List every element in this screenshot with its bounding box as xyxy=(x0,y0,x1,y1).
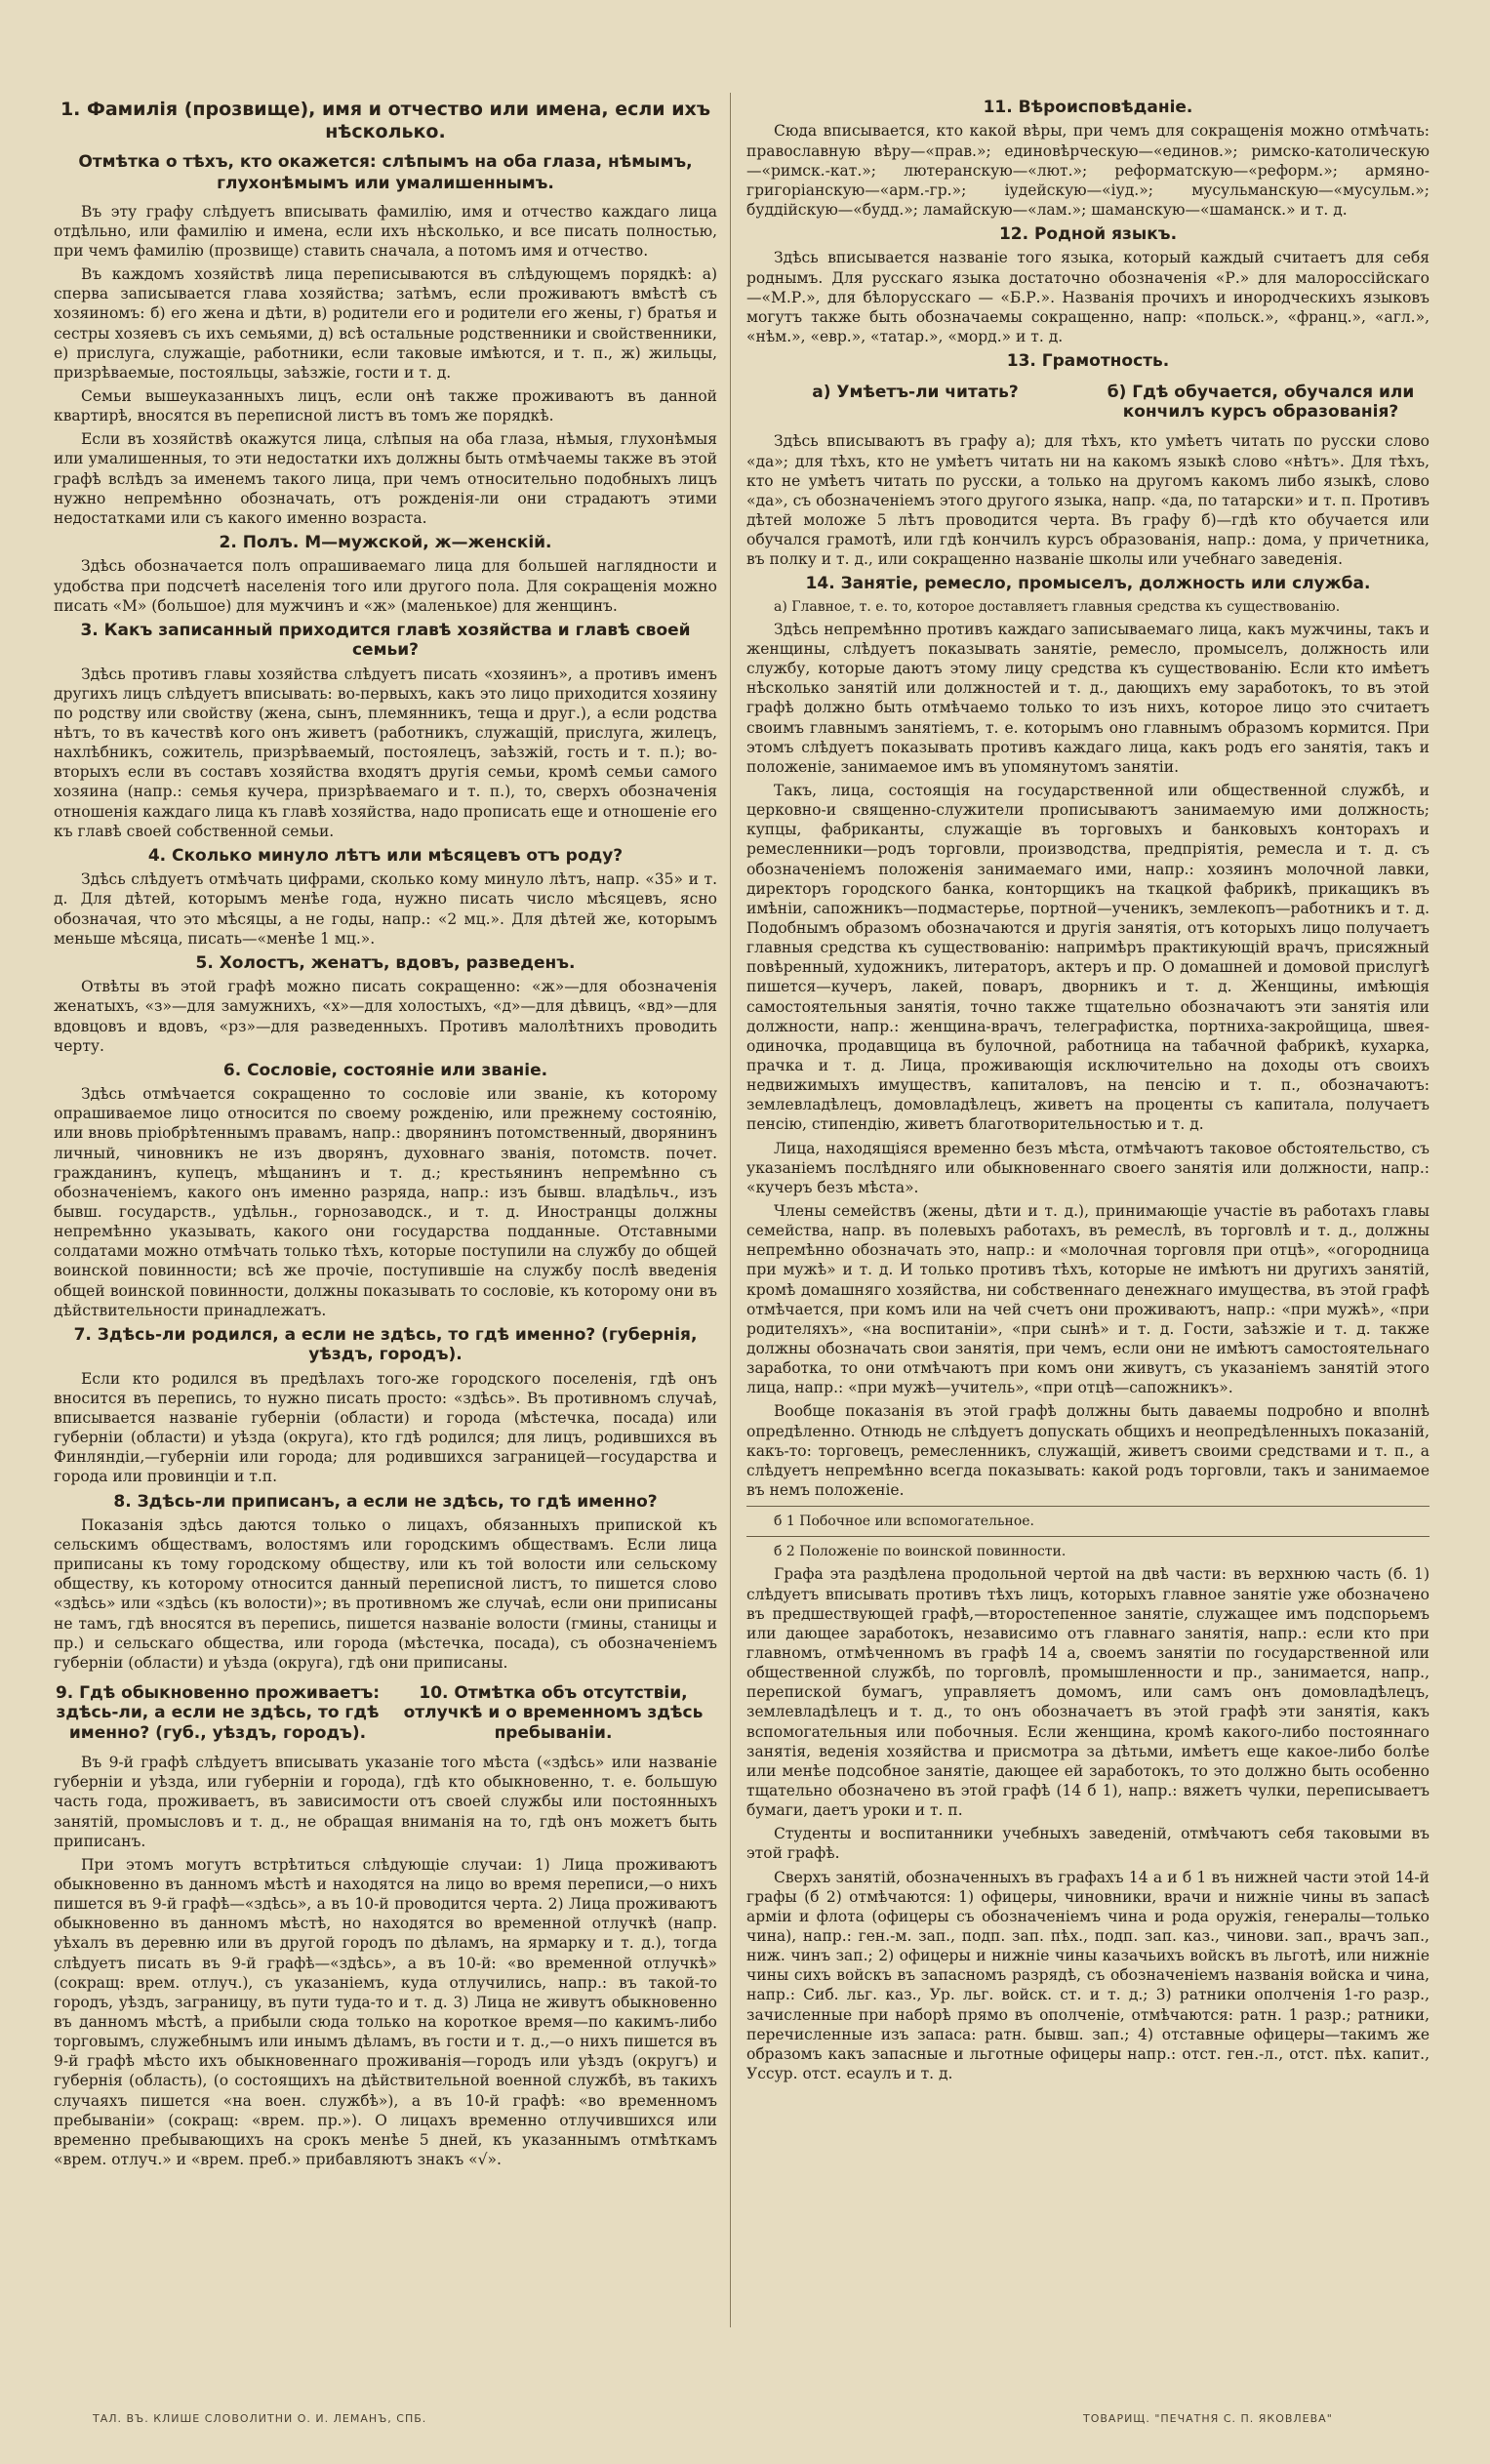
section-3-paragraph: Здѣсь противъ главы хозяйства слѣдуетъ писать «хозяинъ», а противъ именъ другихъ лицъ слѣдуетъ вписывать: во-первыхъ, какъ это лицо приходится хозяину по родству или свойству (жена, сынъ, племянникъ, теща и друг.), а если родства нѣтъ, то въ качествѣ кого онъ живетъ (работникъ, служащій, прислуга, жилецъ, нахлѣбникъ, сожитель, призрѣваемый, постоялецъ, заѣзжій, гость и т. п.); во-вторыхъ если въ составъ хозяйства входятъ другія семьи, кромѣ семьи самого хозяина (напр.: семья кучера, призрѣваемаго и т. п.), то, сверхъ обозначенія отношенія каждаго лица къ главѣ хозяйства, надо прописать еще и отношеніе его къ главѣ своей собственной семьи. xyxy=(54,665,717,840)
section-8-title: 8. Здѣсь-ли приписанъ, а если не здѣсь, то гдѣ именно? xyxy=(113,1491,658,1512)
section-13-subheaders xyxy=(746,378,1430,426)
section-14-b2: б 2 Положеніе по воинской повинности. xyxy=(774,1544,1067,1560)
section-8-paragraph: Показанія здѣсь даются только о лицахъ, обязанныхъ припиской къ сельскимъ обществамъ, волостямъ или городскимъ обществамъ. Если лица приписаны къ тому городскому обществу, или къ той волости или сельскому обществу, къ которому относится данный переписной листъ, то пишется слово «здѣсь» или «здѣсь (къ волости)»; въ противномъ же случаѣ, если они приписаны не тамъ, гдѣ вносятся въ перепись, пишется названіе волости (гмины, станицы и пр.) и сельскаго общества, или города (мѣстечка, посада), съ обозначеніемъ губерніи (области) и уѣзда (округа), гдѣ они приписаны. xyxy=(54,1515,717,1672)
section-14-paragraph: Здѣсь непремѣнно противъ каждаго записываемаго лица, какъ мужчины, такъ и женщины, слѣдуетъ показывать занятіе, ремесло, промыселъ, должность или службу, которые даютъ этому лицу средства къ существованію. Если кто имѣетъ нѣсколько занятій или должностей и т. д., дающихъ ему заработокъ, то въ этой графѣ должно быть отмѣчаемо только то изъ нихъ, которое лицо это считаетъ своимъ главнымъ занятіемъ, т. е. которымъ оно главнымъ образомъ кормится. При этомъ слѣдуетъ показывать противъ каждаго лица, какъ родъ его занятія, такъ и положеніе, занимаемое имъ въ упомянутомъ занятіи. xyxy=(746,620,1430,776)
section-14-paragraph: Лица, находящіяся временно безъ мѣста, отмѣчаютъ таковое обстоятельство, съ указаніемъ послѣдняго или обыкновеннаго своего занятія или должности, напр.: «кучеръ безъ мѣста». xyxy=(746,1139,1430,1196)
section-1-paragraph: Въ каждомъ хозяйствѣ лица переписываются въ слѣдующемъ порядкѣ: а) сперва записывается глава хозяйства; затѣмъ, если проживаютъ вмѣстѣ съ хозяиномъ: б) его жена и дѣти, в) родители его и родители его жены, г) братья и сестры хозяевъ съ ихъ семьями, д) всѣ остальные родственники и свойственники, е) прислуга, служащіе, работники, если таковые имѣются, и т. п., ж) жильцы, призрѣваемые, постояльцы, заѣзжіе, гости и т. д. xyxy=(54,265,717,382)
section-1-note: Отмѣтка о тѣхъ, кто окажется: слѣпымъ на оба глаза, нѣмымъ, глухонѣмымъ или умалишеннымъ. xyxy=(78,151,693,193)
section-14-paragraph: Такъ, лица, состоящія на государственной или общественной службѣ, и церковно-и священно-служители прописываютъ занимаемую ими должность; купцы, фабриканты, служащіе въ торговыхъ и банковыхъ конторахъ и ремесленники—родъ торговли, производства, предпріятія, ремесла и т. д. съ обозначеніемъ положенія занимаемаго ими, напр.: хозяинъ молочной лавки, директоръ городского банка, конторщикъ на ткацкой фабрикѣ, прикащикъ въ имѣніи, сапожникъ—подмастерье, портной—ученикъ, землекопъ—работникъ и т. д. Подобнымъ образомъ обозначаются и другія занятія, отъ которыхъ лицо получаетъ главныя средства къ существованію: напримѣръ практикующій врачъ, присяжный повѣренный, художникъ, литераторъ, актеръ и пр. О домашней и домовой прислугѣ пишется—кучеръ, лакей, поваръ, дворникъ и т. д. Женщины, имѣющія самостоятельныя занятія, точно также тщательно обозначаютъ эти занятія или должности, напр.: женщина-врачъ, телеграфистка, портниха-закройщица, швея-одиночка, продавщица въ булочной, работница на табачной фабрикѣ, кухарка, прачка и т. д. Лица, проживающія исключительно на доходы отъ своихъ недвижимыхъ имуществъ, капиталовъ, на пенсію и т. п., обозначаютъ: землевладѣлецъ, домовладѣлецъ, живетъ на проценты съ капитала, получаетъ пенсію, стипендію, живетъ благотворительностью и т. д. xyxy=(746,782,1430,1134)
section-9-title: 9. Гдѣ обыкновенно проживаетъ: здѣсь-ли, а если не здѣсь, то гдѣ именно? (губ., уѣздъ, городъ). xyxy=(55,1683,381,1743)
section-14-paragraph: Графа эта раздѣлена продольной чертой на двѣ части: въ верхнюю часть (б. 1) слѣдуетъ вписывать противъ тѣхъ лицъ, которыхъ главное занятіе уже обозначено въ предшествующей графѣ,—второстепенное занятіе, служащее имъ подспорьемъ или дающее заработокъ, независимо отъ главнаго занятія, напр.: если кто при главномъ, отмѣченномъ въ графѣ 14 а, своемъ занятіи по государственной или общественной службѣ, по торговлѣ, промышленности и пр., занимается, напр., перепиской бумагъ, управляетъ домомъ, или самъ онъ домовладѣлецъ, землевладѣлецъ и т. д., то онъ обозначаетъ въ этой графѣ эти занятія, какъ вспомогательныя или побочныя. Если женщина, кромѣ какого-либо постояннаго занятія, веденія хозяйства и присмотра за дѣтьми, имѣетъ еще какое-либо болѣе или менѣе подсобное занятіе, дающее ей заработокъ, то это должно быть особенно тщательно обозначено въ этой графѣ (14 б 1), напр.: вяжетъ чулки, переписываетъ бумаги, даетъ уроки и т. п. xyxy=(746,1565,1430,1820)
section-11-title: 11. Вѣроисповѣданіе. xyxy=(983,98,1193,117)
section-10-title: 10. Отмѣтка объ отсутствіи, отлучкѣ и о временномъ здѣсь пребываніи. xyxy=(403,1683,704,1743)
section-5-paragraph: Отвѣты въ этой графѣ можно писать сокращенно: «ж»—для обозначенія женатыхъ, «з»—для замужнихъ, «х»—для холостыхъ, «д»—для дѣвицъ, «вд»—для вдовцовъ и вдовъ, «рз»—для разведенныхъ. Противъ малолѣтнихъ проводить черту. xyxy=(54,978,717,1055)
section-7-paragraph: Если кто родился въ предѣлахъ того-же городского поселенія, гдѣ онъ вносится въ перепись, то нужно писать просто: «здѣсь». Въ противномъ случаѣ, вписывается названіе губерніи (области) и города (мѣстечка, посада) или губерніи (области) и уѣзда (округа), кто гдѣ родился; для лицъ, родившихся въ Финляндіи,—губерніи или города; для родившихся заграницей—государства и города или провинціи и т.п. xyxy=(54,1369,717,1486)
section-9-paragraph: При этомъ могутъ встрѣтиться слѣдующіе случаи: 1) Лица проживаютъ обыкновенно въ данномъ мѣстѣ и находятся на лицо во время переписи,—о нихъ пишется въ 9-й графѣ—«здѣсь», а въ 10-й проводится черта. 2) Лица проживаютъ обыкновенно въ данномъ мѣстѣ, но находятся во временной отлучкѣ (напр. уѣхалъ въ деревню или въ другой городъ по дѣламъ, на ярмарку и т. д.), тогда слѣдуетъ писать въ 9-й графѣ—«здѣсь», а въ 10-й: «во временной отлучкѣ» (сокращ: врем. отлуч.), съ указаніемъ, куда отлучились, напр.: въ такой-то городъ, уѣздъ, заграницу, въ пути туда-то и т. д. 3) Лица не живутъ обыкновенно въ данномъ мѣстѣ, а прибыли сюда только на короткое время—по какимъ-либо торговымъ, служебнымъ или инымъ дѣламъ, въ гости и т. д.,—о нихъ пишется въ 9-й графѣ мѣсто ихъ обыкновеннаго проживанія—городъ или уѣздъ (округъ) и губернія (область), (о состоящихъ на дѣйствительной военной службѣ, въ такихъ случаяхъ пишется «на воен. службѣ»), а въ 10-й графѣ: «во временномъ пребываніи» (сокращ: «врем. пр.»). О лицахъ временно отлучившихся или временно пребывающихъ на срокъ менѣе 5 дней, къ указаннымъ отмѣткамъ «врем. отлуч.» и «врем. преб.» прибавляютъ знакъ «√». xyxy=(54,1855,717,2168)
section-14-paragraph: Члены семействъ (жены, дѣти и т. д.), принимающіе участіе въ работахъ главы семейства, напр. въ полевыхъ работахъ, въ ремеслѣ, въ торговлѣ и т. д., должны непремѣнно обозначать это, напр.: и «молочная торговля при отцѣ», «огородница при мужѣ» и т. д. И только противъ тѣхъ, которые не имѣютъ ни другихъ занятій, кромѣ домашняго хозяйства, ни собственнаго денежнаго имущества, въ этой графѣ отмѣчается, при комъ или на чей счетъ они проживаютъ, напр.: «при мужѣ», «при родителяхъ», «на воспитаніи», «при сынѣ» и т. д. Гости, заѣзжіе и т. д. также должны обозначать свои занятія, при чемъ, если они не имѣютъ самостоятельнаго заработка, то они отмѣчаютъ при комъ они живутъ, съ указаніемъ занятій этого лица, напр.: «при мужѣ—учитель», «при отцѣ—сапожникъ». xyxy=(746,1202,1430,1397)
printer-imprint-left: ТАЛ. ВЪ. КЛИШЕ СЛОВОЛИТНИ О. И. ЛЕМАНЪ, СПБ. xyxy=(93,2412,427,2425)
section-13-paragraph: Здѣсь вписываютъ въ графу а); для тѣхъ, кто умѣетъ читать по русски слово «да»; для тѣхъ, кто не умѣетъ читать ни на какомъ языкѣ слово «нѣтъ». Для тѣхъ, кто не умѣетъ читать по русски, а только на другомъ какомъ либо языкѣ, слово «да», съ обозначеніемъ этого другого языка, напр. «да, по татарски» и т. п. Противъ дѣтей моложе 5 лѣтъ проводится черта. Въ графу б)—гдѣ кто обучается или обучался грамотѣ, или гдѣ кончилъ курсъ образованія, напр.: дома, у причетника, въ полку и т. д., или сокращенно названіе школы или учебнаго заведенія. xyxy=(746,432,1430,569)
section-14-paragraph: Вообще показанія въ этой графѣ должны быть даваемы подробно и вполнѣ опредѣленно. Отнюдь не слѣдуетъ допускать общихъ и неопредѣленныхъ показаній, какъ-то: торговецъ, ремесленникъ, служащій, живетъ своими средствами и т. п., а слѣдуетъ непремѣнно всегда показывать: какой родъ торговли, такъ и занимаемое въ немъ положеніе. xyxy=(746,1402,1430,1499)
section-9-paragraph: Въ 9-й графѣ слѣдуетъ вписывать указаніе того мѣста («здѣсь» или названіе губерніи и уѣзда, или губерніи и города), гдѣ кто обыкновенно, т. е. большую часть года, проживаетъ, въ зависимости отъ своей службы или постоянныхъ занятій, промысловъ и т. д., не обращая вниманія на то, гдѣ онъ можетъ быть приписанъ. xyxy=(54,1754,717,1850)
section-14-subtitle: а) Главное, т. е. то, которое доставляетъ главныя средства къ существованію. xyxy=(774,598,1341,615)
section-14-paragraph: Студенты и воспитанники учебныхъ заведеній, отмѣчаютъ себя таковыми въ этой графѣ. xyxy=(746,1825,1430,1863)
section-4-paragraph: Здѣсь слѣдуетъ отмѣчать цифрами, сколько кому минуло лѣтъ, напр. «35» и т. д. Для дѣтей, которымъ менѣе года, нужно писать число мѣсяцевъ, ясно обозначая, что это мѣсяцы, а не годы, напр.: «2 мц.». Для дѣтей же, которымъ меньше мѣсяца, писать—«менѣе 1 мц.». xyxy=(54,870,717,948)
section-13-title: 13. Грамотность. xyxy=(1006,351,1170,372)
section-2-title: 2. Полъ. М—мужской, ж—женскій. xyxy=(219,533,552,553)
section-12-title: 12. Родной языкъ. xyxy=(998,224,1178,245)
separator-rule xyxy=(746,1536,1430,1537)
section-14-b1: б 1 Побочное или вспомогательное. xyxy=(774,1514,1035,1530)
section-6-paragraph: Здѣсь отмѣчается сокращенно то сословіе или званіе, къ которому опрашиваемое лицо относится по своему рожденію, или прежнему состоянію, или вновь пріобрѣтеннымъ правамъ, напр.: дворянинъ потомственный, дворянинъ личный, чиновникъ не изъ дворянъ, духовнаго званія, потомств. почет. гражданинъ, купецъ, мѣщанинъ и т. д.; крестьянинъ непремѣнно съ обозначеніемъ, какого онъ именно разряда, напр.: изъ бывш. владѣльч., изъ бывш. государств., удѣльн., горнозаводск., и т. д. Иностранцы должны непремѣнно указывать, какого они государства подданные. Отставными солдатами можно отмѣчать только тѣхъ, которые поступили на службу до общей воинской повинности; всѣ же прочіе, поступившіе на службу послѣ введенія общей воинской повинности, должны показывать то сословіе, къ которому они въ дѣйствительности принадлежатъ. xyxy=(54,1085,717,1319)
right-column xyxy=(746,93,1430,2327)
section-1-paragraph: Если въ хозяйствѣ окажутся лица, слѣпыя на оба глаза, нѣмыя, глухонѣмыя или умалишенныя, то эти недостатки ихъ должны быть отмѣчаемы также въ этой графѣ вслѣдъ за именемъ такого лица, при чемъ относительно подобныхъ лицъ нужно непремѣнно обозначать, отъ рожденія-ли они страдаютъ этими недостатками или съ какого именно возраста. xyxy=(54,430,717,527)
section-2-paragraph: Здѣсь обозначается полъ опрашиваемаго лица для большей наглядности и удобства при подсчетѣ населенія того или другого пола. Для сокращенія можно писать «М» (большое) для мужчинъ и «ж» (маленькое) для женщинъ. xyxy=(54,557,717,615)
section-14-paragraph: Сверхъ занятій, обозначенныхъ въ графахъ 14 а и б 1 въ нижней части этой 14-й графы (б 2) отмѣчаются: 1) офицеры, чиновники, врачи и нижніе чины въ запасѣ арміи и флота (офицеры съ обозначеніемъ чина и рода оружія, генералы—только чина), напр.: ген.-м. зап., подп. зап. пѣх., подп. зап. каз., чинови. зап., врачъ зап., ниж. чинъ зап.; 2) офицеры и нижніе чины казачьихъ войскъ въ льготѣ, или нижніе чины сихъ войскъ въ запасномъ разрядѣ, съ обозначеніемъ названія войска и чина, напр.: Сиб. льг. каз., Ур. льг. войск. ст. и т. д.; 3) ратники ополченія 1-го разр., зачисленные при наборѣ прямо въ ополченіе, отмѣчаются: ратн. 1 разр.; ратники, перечисленные изъ запаса: ратн. бывш. зап.; 4) отставные офицеры—такимъ же образомъ какъ запасные и льготные офицеры напр.: отст. ген.-л., отст. пѣх. капит., Уссур. отст. есаулъ и т. д. xyxy=(746,1868,1430,2082)
section-1-paragraph: Семьи вышеуказанныхъ лицъ, если онѣ также проживаютъ въ данной квартирѣ, вносятся въ переписной листъ въ томъ же порядкѣ. xyxy=(54,387,717,425)
printer-imprint-right: ТОВАРИЩ. "ПЕЧАТНЯ С. П. ЯКОВЛЕВА" xyxy=(1083,2412,1333,2425)
section-13-a: а) Умѣетъ-ли читать? xyxy=(812,382,1019,402)
section-13-b: б) Гдѣ обучается, обучался или кончилъ курсъ образованія? xyxy=(1107,382,1415,422)
section-5-title: 5. Холостъ, женатъ, вдовъ, разведенъ. xyxy=(195,952,576,973)
section-4-title: 4. Сколько минуло лѣтъ или мѣсяцевъ отъ роду? xyxy=(147,845,624,866)
section-3-title: 3. Какъ записанный приходится главѣ хозяйства и главѣ своей семьи? xyxy=(80,620,691,661)
left-column xyxy=(54,93,717,2327)
section-1-paragraph: Въ эту графу слѣдуетъ вписывать фамилію, имя и отчество каждаго лица отдѣльно, или фамилію и имена, если ихъ нѣсколько, и все писать полностью, при чемъ фамилію (прозвище) ставить сначала, а потомъ имя и отчество. xyxy=(54,202,717,261)
section-14-title: 14. Занятіе, ремесло, промыселъ, должность или служба. xyxy=(805,574,1371,594)
section-12-paragraph: Здѣсь вписывается названіе того языка, который каждый считаетъ для себя роднымъ. Для русскаго языка достаточно обозначенія «Р.» для малороссійскаго—«М.Р.», для бѣлорусскаго — «Б.Р.». Названія прочихъ и инородческихъ языковъ могутъ также быть обозначаемы сокращенно, напр: «польск.», «франц.», «агл.», «нѣм.», «евр.», «татар.», «морд.» и т. д. xyxy=(746,249,1430,346)
section-7-title: 7. Здѣсь-ли родился, а если не здѣсь, то гдѣ именно? (губернія, уѣздъ, городъ). xyxy=(73,1324,698,1365)
separator-rule xyxy=(746,1506,1430,1507)
section-9-10-header xyxy=(54,1678,717,1747)
column-divider xyxy=(730,93,731,2327)
section-11-paragraph: Сюда вписывается, кто какой вѣры, при чемъ для сокращенія можно отмѣчать: православную вѣру—«прав.»; единовѣрческую—«единов.»; римско-католическую—«римск.-кат.»; лютеранскую—«лют.»; реформатскую—«реформ.»; армяно-григоріанскую—«арм.-гр.»; іудейскую—«іуд.»; мусульманскую—«мусульм.»; буддійскую—«будд.»; ламайскую—«лам.»; шаманскую—«шаманск.» и т. д. xyxy=(746,122,1430,219)
section-6-title: 6. Сословіе, состояніе или званіе. xyxy=(222,1060,548,1080)
section-1-title: 1. Фамилія (прозвище), имя и отчество или имена, если ихъ нѣсколько. xyxy=(60,99,711,142)
